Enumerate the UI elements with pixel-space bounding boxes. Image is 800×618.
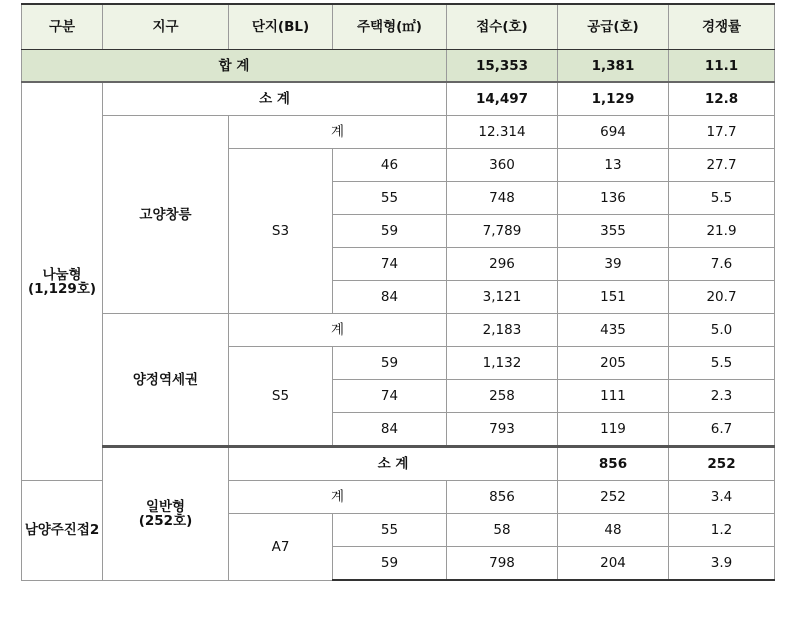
yangjeong-sum-row [22,314,775,347]
general-subtotal-applications: 856 [558,447,669,481]
housing-size: 59 [333,347,447,380]
namyangju-district: 남양주진접2 [22,481,103,581]
supply-cell: 111 [558,380,669,413]
header-housing-type: 주택형(㎡) [333,4,447,50]
ratio-cell: 6.7 [669,413,775,447]
namyangju-sum-ratio: 3.4 [669,481,775,514]
header-district: 지구 [103,4,229,50]
supply-cell: 151 [558,281,669,314]
nanum-subtotal-applications: 14,497 [447,82,558,116]
nanum-type-label: 나눔형 [42,266,82,283]
header-supply: 공급(호) [558,4,669,50]
yangjeong-sum-supply: 435 [558,314,669,347]
goyang-block: S3 [229,149,333,314]
applications-cell: 798 [447,547,558,581]
header-applications: 접수(호) [447,4,558,50]
supply-cell: 39 [558,248,669,281]
grand-total-ratio: 11.1 [669,50,775,83]
housing-size: 46 [333,149,447,182]
housing-size: 59 [333,547,447,581]
ratio-cell: 5.5 [669,347,775,380]
applications-cell: 748 [447,182,558,215]
header-row [22,4,775,50]
namyangju-sum-applications: 856 [447,481,558,514]
header-block: 단지(BL) [229,4,333,50]
ratio-cell: 27.7 [669,149,775,182]
applications-cell: 296 [447,248,558,281]
yangjeong-sum-ratio: 5.0 [669,314,775,347]
applications-cell: 1,132 [447,347,558,380]
ratio-cell: 21.9 [669,215,775,248]
supply-cell: 205 [558,347,669,380]
housing-size: 84 [333,281,447,314]
nanum-subtotal-row [22,82,775,116]
goyang-sum-ratio: 17.7 [669,116,775,149]
ratio-cell: 20.7 [669,281,775,314]
supply-cell: 136 [558,182,669,215]
grand-total-label: 합 계 [22,50,447,83]
supply-cell: 355 [558,215,669,248]
applications-cell: 258 [447,380,558,413]
ratio-cell: 7.6 [669,248,775,281]
housing-size: 84 [333,413,447,447]
yangjeong-district: 양정역세권 [103,314,229,447]
applications-cell: 7,789 [447,215,558,248]
competition-table [21,3,775,581]
applications-cell: 58 [447,514,558,547]
applications-cell: 360 [447,149,558,182]
housing-size: 59 [333,215,447,248]
ratio-cell: 1.2 [669,514,775,547]
nanum-type-cell [22,82,103,481]
header-competition: 경쟁률 [669,4,775,50]
ratio-cell: 5.5 [669,182,775,215]
general-type-cell [103,447,229,581]
ratio-cell: 3.9 [669,547,775,581]
yangjeong-sum-label: 계 [229,314,447,347]
yangjeong-sum-applications: 2,183 [447,314,558,347]
grand-total-applications: 15,353 [447,50,558,83]
goyang-sum-applications: 12.314 [447,116,558,149]
goyang-district: 고양창릉 [103,116,229,314]
ratio-cell: 2.3 [669,380,775,413]
general-subtotal-label: 소 계 [229,447,558,481]
nanum-type-count: (1,129호) [27,280,97,297]
nanum-subtotal-ratio: 12.8 [669,82,775,116]
nanum-subtotal-supply: 1,129 [558,82,669,116]
yangjeong-block: S5 [229,347,333,447]
supply-cell: 204 [558,547,669,581]
grand-total-row [22,50,775,83]
namyangju-sum-label: 계 [229,481,447,514]
housing-size: 74 [333,380,447,413]
general-subtotal-row [22,447,775,481]
namyangju-block: A7 [229,514,333,581]
supply-cell: 119 [558,413,669,447]
applications-cell: 3,121 [447,281,558,314]
general-type-label: 일반형 [145,498,186,515]
general-subtotal-supply: 252 [669,447,775,481]
applications-cell: 793 [447,413,558,447]
nanum-subtotal-label: 소 계 [103,82,447,116]
housing-size: 55 [333,182,447,215]
goyang-sum-row [22,116,775,149]
general-type-count: (252호) [138,512,193,529]
housing-size: 74 [333,248,447,281]
goyang-sum-label: 계 [229,116,447,149]
supply-cell: 48 [558,514,669,547]
namyangju-sum-supply: 252 [558,481,669,514]
goyang-sum-supply: 694 [558,116,669,149]
grand-total-supply: 1,381 [558,50,669,83]
supply-cell: 13 [558,149,669,182]
header-type: 구분 [22,4,103,50]
housing-size: 55 [333,514,447,547]
